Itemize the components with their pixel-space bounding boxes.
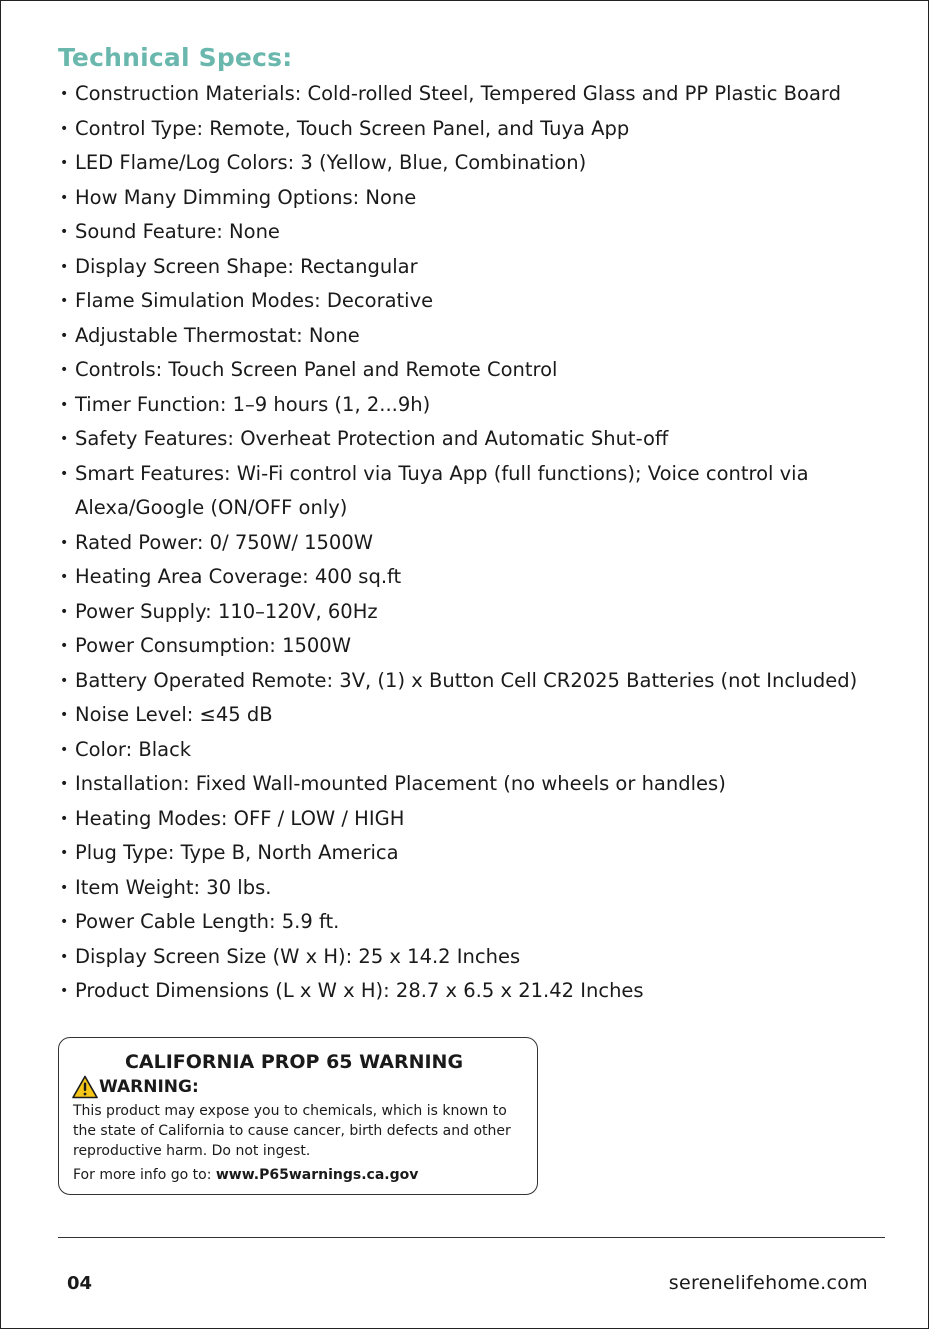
spec-item-text: Rated Power: 0/ 750W/ 1500W [75, 530, 374, 554]
specs-title: Technical Specs: [58, 43, 293, 72]
spec-item-text: LED Flame/Log Colors: 3 (Yellow, Blue, Combination) [75, 151, 587, 174]
spec-item [58, 560, 888, 595]
bullet-icon: • [60, 879, 69, 896]
spec-item-text: Control Type: Remote, Touch Screen Panel, and Tuya App [75, 116, 630, 140]
warning-text: This product may expose you to chemicals, which is known to the state of California to cause cancer, birth defects and other reproductive harm. Do not ingest. [73, 1103, 511, 1159]
spec-item [58, 146, 888, 181]
footer-divider [58, 1237, 885, 1238]
warning-label: WARNING: [99, 1077, 199, 1097]
bullet-icon: • [60, 86, 69, 102]
bullet-icon: • [60, 776, 69, 792]
spec-item-text: Timer Function: 1–9 hours (1, 2...9h) [75, 392, 431, 416]
spec-item [58, 974, 888, 1009]
bullet-icon: • [60, 845, 69, 861]
warning-url: www.P65warnings.ca.gov [215, 1167, 419, 1183]
spec-item [58, 802, 888, 837]
spec-item [58, 595, 888, 630]
prop65-warning-box [58, 1037, 538, 1195]
spec-item [58, 940, 888, 975]
warning-more-info [73, 1165, 418, 1185]
footer-site-url: serenelifehome.com [668, 1272, 868, 1294]
spec-item [58, 733, 888, 768]
spec-item-text: Noise Level: ≤45 dB [75, 703, 273, 726]
bullet-icon: • [60, 707, 69, 723]
spec-item [58, 457, 888, 526]
spec-list [58, 77, 888, 1009]
bullet-icon: • [60, 914, 69, 930]
spec-item [58, 250, 888, 285]
warning-triangle-icon [72, 1075, 98, 1099]
bullet-icon: • [60, 362, 69, 378]
bullet-icon: • [60, 327, 69, 344]
spec-item-text: Color: Black [75, 737, 192, 761]
spec-item-text: Battery Operated Remote: 3V, (1) x Button Cell CR2025 Batteries (not Included) [75, 668, 858, 692]
spec-item-text: Power Cable Length: 5.9 ft. [75, 910, 340, 933]
spec-item-text: Display Screen Shape: Rectangular [75, 254, 418, 278]
bullet-icon: • [60, 983, 69, 999]
spec-item [58, 77, 888, 112]
spec-item [58, 112, 888, 147]
spec-item [58, 526, 888, 561]
bullet-icon: • [60, 258, 69, 275]
bullet-icon: • [60, 672, 69, 689]
spec-item-text: Power Consumption: 1500W [75, 634, 351, 657]
bullet-icon: • [60, 120, 69, 137]
page-number: 04 [67, 1273, 93, 1294]
spec-item-text: Product Dimensions (L x W x H): 28.7 x 6.5 x 21.42 Inches [75, 979, 644, 1002]
spec-item-text: Power Supply: 110–120V, 60Hz [75, 599, 378, 623]
bullet-icon: • [60, 293, 69, 309]
bullet-icon: • [60, 638, 69, 654]
spec-item-text: Item Weight: 30 lbs. [75, 875, 272, 899]
spec-item-text: Plug Type: Type B, North America [75, 841, 399, 864]
spec-item-text: Heating Modes: OFF / LOW / HIGH [75, 806, 405, 830]
bullet-icon: • [60, 396, 69, 413]
spec-item [58, 388, 888, 423]
spec-item [58, 353, 888, 388]
spec-item-text: Safety Features: Overheat Protection and Automatic Shut-off [75, 427, 669, 450]
spec-item [58, 836, 888, 871]
spec-item [58, 319, 888, 354]
spec-item [58, 698, 888, 733]
bullet-icon: • [60, 603, 69, 620]
bullet-icon: • [60, 948, 69, 965]
spec-item [58, 629, 888, 664]
spec-item [58, 767, 888, 802]
bullet-icon: • [60, 465, 69, 482]
spec-item [58, 215, 888, 250]
warning-label-row [72, 1074, 199, 1100]
spec-item-text: Construction Materials: Cold-rolled Steel, Tempered Glass and PP Plastic Board [75, 82, 841, 105]
spec-item-text: Flame Simulation Modes: Decorative [75, 289, 434, 312]
spec-item [58, 422, 888, 457]
bullet-icon: • [60, 741, 69, 758]
spec-item-text: Controls: Touch Screen Panel and Remote Control [75, 358, 558, 381]
warning-more-prefix: For more info go to: [73, 1167, 216, 1183]
bullet-icon: • [60, 569, 69, 585]
bullet-icon: • [60, 224, 69, 240]
spec-item-text: How Many Dimming Options: None [75, 185, 417, 209]
bullet-icon: • [60, 810, 69, 827]
spec-item-text: Adjustable Thermostat: None [75, 323, 360, 347]
warning-heading: CALIFORNIA PROP 65 WARNING [124, 1051, 464, 1073]
bullet-icon: • [60, 189, 69, 206]
spec-item [58, 871, 888, 906]
spec-item [58, 664, 888, 699]
bullet-icon: • [60, 431, 69, 447]
spec-item-text: Sound Feature: None [75, 220, 280, 243]
bullet-icon: • [60, 155, 69, 171]
spec-item [58, 284, 888, 319]
spec-item [58, 181, 888, 216]
bullet-icon: • [60, 534, 69, 551]
spec-item-text: Smart Features: Wi-Fi control via Tuya App (full functions); Voice control via Alexa/Google (ON/OFF only) [75, 461, 809, 519]
spec-item [58, 905, 888, 940]
spec-item-text: Display Screen Size (W x H): 25 x 14.2 Inches [75, 944, 521, 968]
spec-item-text: Heating Area Coverage: 400 sq.ft [75, 565, 402, 588]
spec-item-text: Installation: Fixed Wall-mounted Placement (no wheels or handles) [75, 772, 726, 795]
